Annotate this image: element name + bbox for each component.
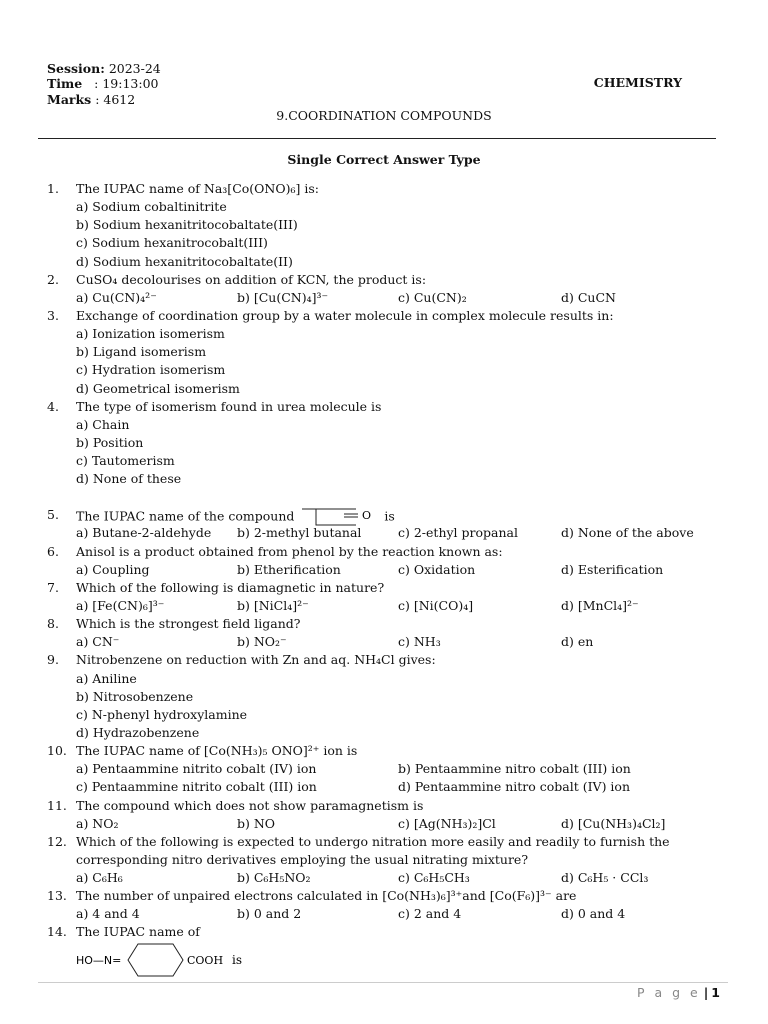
- question-row: [47, 651, 727, 669]
- chapter-title: 9.COORDINATION COMPOUNDS: [276, 108, 492, 123]
- answer-option: b) 2-methyl butanal: [237, 525, 362, 541]
- option-row: [47, 216, 727, 234]
- question-text: corresponding nitro derivatives employing the usual nitrating mixture?: [76, 851, 529, 867]
- answer-option: d) 0 and 4: [561, 906, 626, 922]
- answer-option: d) [Cu(NH₃)₄Cl₂]: [561, 815, 666, 831]
- question-text: The IUPAC name of: [76, 924, 200, 940]
- time-label: Time: [47, 76, 83, 91]
- option-row: [47, 524, 727, 542]
- answer-option: a) Chain: [76, 416, 130, 432]
- question-row: [47, 923, 727, 941]
- answer-option: b) 0 and 2: [237, 906, 302, 922]
- question-number: 8.: [47, 616, 59, 632]
- question-number: 5.: [47, 507, 59, 523]
- answer-option: d) Hydrazobenzene: [76, 724, 200, 740]
- option-row: [47, 380, 727, 398]
- option-row: [47, 253, 727, 271]
- time-value: : 19:13:00: [82, 76, 159, 91]
- question-text: The IUPAC name of [Co(NH₃)₅ ONO]²⁺ ion is: [76, 743, 358, 759]
- question-row: [47, 742, 727, 760]
- option-row: [47, 361, 727, 379]
- structure-row: [47, 942, 727, 982]
- option-row: [47, 470, 727, 488]
- answer-option: a) Aniline: [76, 670, 137, 686]
- answer-option: a) C₆H₆: [76, 870, 123, 886]
- option-row: [47, 234, 727, 252]
- question-row: [47, 398, 727, 416]
- answer-option: d) None of the above: [561, 525, 694, 541]
- answer-option: c) Hydration isomerism: [76, 362, 226, 378]
- answer-option: a) 4 and 4: [76, 906, 140, 922]
- question-number: 2.: [47, 271, 59, 287]
- answer-option: a) Coupling: [76, 561, 150, 577]
- time-line: [47, 75, 158, 92]
- answer-option: c) Pentaammine nitrito cobalt (III) ion: [76, 779, 317, 795]
- marks-line: [47, 91, 135, 108]
- structure-suffix: is: [232, 952, 242, 967]
- option-row: [47, 869, 727, 887]
- answer-option: b) NO₂⁻: [237, 634, 287, 650]
- answer-option: c) [Ni(CO)₄]: [398, 597, 474, 613]
- question-text-suffix: is: [384, 508, 395, 524]
- question-text: Which is the strongest field ligand?: [76, 616, 301, 632]
- answer-option: c) 2 and 4: [398, 906, 462, 922]
- option-row: [47, 670, 727, 688]
- answer-option: d) None of these: [76, 471, 182, 487]
- subject-title: CHEMISTRY: [593, 75, 682, 90]
- question-text: Which of the following is expected to undergo nitration more easily and readily to furnish the: [76, 833, 670, 849]
- answer-option: d) C₆H₅ · CCl₃: [561, 870, 649, 886]
- option-row: [47, 851, 727, 869]
- option-row: [47, 198, 727, 216]
- page-footer: [637, 985, 720, 1000]
- question-row: [47, 543, 727, 561]
- option-row: [47, 815, 727, 833]
- option-row: [47, 561, 727, 579]
- answer-option: c) C₆H₅CH₃: [398, 870, 470, 886]
- answer-option: b) [NiCl₄]²⁻: [237, 597, 309, 613]
- option-row: [47, 905, 727, 923]
- answer-option: d) Pentaammine nitro cobalt (IV) ion: [398, 779, 630, 795]
- question-text: The IUPAC name of Na₃[Co(ONO)₆] is:: [76, 181, 319, 196]
- question-number: 11.: [47, 797, 67, 813]
- option-row: [47, 778, 727, 796]
- question-row: [47, 180, 727, 198]
- answer-option: b) Nitrosobenzene: [76, 688, 194, 704]
- answer-option: a) Pentaammine nitrito cobalt (IV) ion: [76, 761, 317, 777]
- session-value: 2023-24: [104, 61, 161, 76]
- question-text: The type of isomerism found in urea molecule is: [76, 398, 382, 414]
- option-row: [47, 289, 727, 307]
- answer-option: a) CN⁻: [76, 634, 120, 650]
- question-row: [47, 579, 727, 597]
- answer-option: c) NH₃: [398, 634, 441, 650]
- answer-option: c) 2-ethyl propanal: [398, 525, 518, 541]
- answer-option: b) [Cu(CN)₄]³⁻: [237, 289, 329, 305]
- answer-option: b) Pentaammine nitro cobalt (III) ion: [398, 761, 631, 777]
- question-number: 10.: [47, 743, 67, 759]
- answer-option: b) Position: [76, 434, 144, 450]
- option-row: [47, 633, 727, 651]
- answer-option: b) NO: [237, 815, 276, 831]
- oxygen-atom-label: O: [362, 509, 372, 523]
- question-number: 4.: [47, 398, 59, 414]
- answer-option: b) Sodium hexanitritocobaltate(III): [76, 217, 298, 233]
- option-row: [47, 434, 727, 452]
- carboxyl-group-label: COOH: [187, 953, 224, 967]
- answer-option: c) Oxidation: [398, 561, 476, 577]
- answer-option: a) Cu(CN)₄²⁻: [76, 289, 157, 305]
- footer-divider: [38, 982, 728, 983]
- question-row: [47, 887, 727, 905]
- question-number: 13.: [47, 888, 67, 904]
- answer-option: b) Etherification: [237, 561, 341, 577]
- question-number: 1.: [47, 181, 59, 196]
- answer-option: d) CuCN: [561, 289, 616, 305]
- question-row: [47, 615, 727, 633]
- question-number: 14.: [47, 924, 67, 940]
- answer-option: d) Esterification: [561, 561, 664, 577]
- answer-option: a) Sodium cobaltinitrite: [76, 199, 227, 215]
- question-number: 9.: [47, 652, 59, 668]
- question-number: 12.: [47, 833, 67, 849]
- option-row: [47, 343, 727, 361]
- cyclohexane-oxime-structure-icon: [76, 942, 276, 978]
- marks-value: : 4612: [91, 92, 136, 107]
- question-text: The number of unpaired electrons calculated in [Co(NH₃)₆]³⁺and [Co(F₆)]³⁻ are: [76, 888, 577, 904]
- question-text: The compound which does not show paramagnetism is: [76, 797, 424, 813]
- option-row: [47, 688, 727, 706]
- question-text: CuSO₄ decolourises on addition of KCN, the product is:: [76, 271, 427, 287]
- question-list: [47, 180, 727, 982]
- page-label: P a g e: [636, 985, 701, 1000]
- question-row: [47, 833, 727, 851]
- answer-option: c) Sodium hexanitrocobalt(III): [76, 235, 268, 251]
- question-text: The IUPAC name of the compound O is: [76, 506, 395, 528]
- session-label: Session:: [47, 61, 105, 76]
- option-row: [47, 724, 727, 742]
- question-row: [47, 488, 727, 524]
- answer-option: a) Ionization isomerism: [76, 326, 225, 342]
- question-text: Anisol is a product obtained from phenol by the reaction known as:: [76, 543, 503, 559]
- answer-option: c) N-phenyl hydroxylamine: [76, 706, 248, 722]
- page-number: 1: [711, 985, 720, 1000]
- answer-option: d) en: [561, 634, 594, 650]
- option-row: [47, 706, 727, 724]
- answer-option: d) Geometrical isomerism: [76, 380, 240, 396]
- answer-option: b) Ligand isomerism: [76, 344, 207, 360]
- question-row: [47, 271, 727, 289]
- option-row: [47, 760, 727, 778]
- answer-option: c) [Ag(NH₃)₂]Cl: [398, 815, 496, 831]
- option-row: [47, 416, 727, 434]
- answer-option: a) NO₂: [76, 815, 119, 831]
- header-divider: [38, 138, 716, 139]
- answer-option: d) [MnCl₄]²⁻: [561, 597, 639, 613]
- question-number: 3.: [47, 307, 59, 323]
- answer-option: a) [Fe(CN)₆]³⁻: [76, 597, 165, 613]
- question-row: [47, 307, 727, 325]
- answer-option: c) Tautomerism: [76, 453, 175, 469]
- page-separator: |: [703, 985, 709, 1000]
- oxime-group-label: HO—N=: [76, 953, 122, 967]
- question-number: 6.: [47, 543, 59, 559]
- question-text: Which of the following is diamagnetic in nature?: [76, 579, 385, 595]
- question-number: 7.: [47, 579, 59, 595]
- option-row: [47, 325, 727, 343]
- answer-option: b) C₆H₅NO₂: [237, 870, 311, 886]
- question-row: [47, 797, 727, 815]
- option-row: [47, 452, 727, 470]
- question-text: Exchange of coordination group by a water molecule in complex molecule results in:: [76, 307, 614, 323]
- answer-option: d) Sodium hexanitritocobaltate(II): [76, 253, 293, 269]
- answer-option: a) Butane-2-aldehyde: [76, 525, 212, 541]
- answer-option: c) Cu(CN)₂: [398, 289, 467, 305]
- option-row: [47, 597, 727, 615]
- marks-label: Marks: [47, 92, 92, 107]
- section-title: Single Correct Answer Type: [287, 152, 481, 167]
- question-text: Nitrobenzene on reduction with Zn and aq. NH₄Cl gives:: [76, 652, 436, 668]
